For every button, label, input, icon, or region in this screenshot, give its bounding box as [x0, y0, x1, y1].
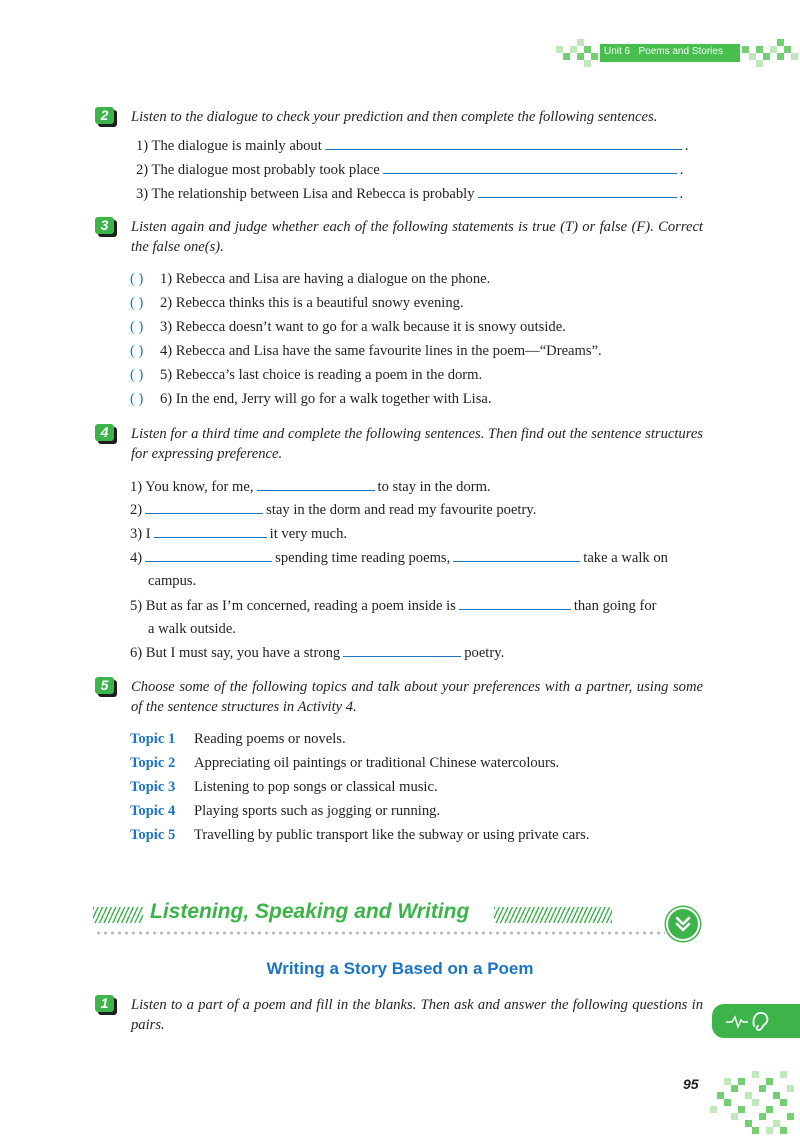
activity-3-item-4: ( ) 4) Rebecca and Lisa have the same favourite lines in the poem—“Dreams”. — [130, 343, 602, 359]
answer-blank[interactable] — [343, 643, 461, 657]
ear-listening-icon — [712, 1004, 800, 1038]
topic-1: Topic 1 Reading poems or novels. — [130, 731, 346, 747]
chevron-down-icon[interactable] — [668, 909, 698, 939]
activity-3-item-6: ( ) 6) In the end, Jerry will go for a walk together with Lisa. — [130, 391, 492, 407]
answer-blank[interactable] — [453, 548, 580, 562]
activity-4-number: 4 — [95, 424, 117, 444]
activity-2-item-3: 3) The relationship between Lisa and Rebecca is probably . — [136, 186, 684, 202]
answer-parenthesis[interactable]: ( ) — [130, 391, 144, 407]
section-title: Listening, Speaking and Writing — [150, 900, 470, 923]
section-dotted-rule — [95, 931, 665, 935]
activity-2-instruction: Listen to the dialogue to check your prediction and then complete the following sentences. — [131, 109, 658, 125]
activity-3-instruction: Listen again and judge whether each of the following statements is true (T) or false (F). Correct the false one(s). — [131, 219, 703, 255]
activity-4-item-4: 4) spending time reading poems, take a walk on — [130, 550, 668, 566]
activity-5-instruction: Choose some of the following topics and talk about your preferences with a partner, using some of the sentence structures in Activity 4. — [131, 679, 703, 715]
activity-2-number: 2 — [95, 107, 117, 127]
activity-4-instruction: Listen for a third time and complete the following sentences. Then find out the sentence structures for expressing preference. — [131, 426, 703, 462]
header-unit-title — [604, 46, 723, 57]
answer-blank[interactable] — [145, 500, 263, 514]
answer-parenthesis[interactable]: ( ) — [130, 367, 144, 383]
activity-4-item-5-cont: a walk outside. — [148, 621, 236, 637]
answer-parenthesis[interactable]: ( ) — [130, 343, 144, 359]
activity-3-item-1: ( ) 1) Rebecca and Lisa are having a dialogue on the phone. — [130, 271, 491, 287]
answer-parenthesis[interactable]: ( ) — [130, 319, 144, 335]
header-title: Poems and Stories — [638, 46, 723, 57]
activity-3-number: 3 — [95, 217, 117, 237]
activity-4-item-6: 6) But I must say, you have a strong poetry. — [130, 645, 505, 661]
activity-3-item-5: ( ) 5) Rebecca’s last choice is reading a poem in the dorm. — [130, 367, 483, 383]
writing-activity-1-number: 1 — [95, 995, 117, 1015]
activity-4-item-3: 3) I it very much. — [130, 526, 348, 542]
answer-blank[interactable] — [154, 524, 267, 538]
activity-3-item-3: ( ) 3) Rebecca doesn’t want to go for a walk because it is snowy outside. — [130, 319, 566, 335]
topic-3: Topic 3 Listening to pop songs or classical music. — [130, 779, 438, 795]
answer-blank[interactable] — [257, 477, 375, 491]
section-hatch-right — [494, 907, 612, 923]
answer-parenthesis[interactable]: ( ) — [130, 295, 144, 311]
page-number: 95 — [683, 1076, 699, 1092]
activity-4-item-4-cont: campus. — [148, 573, 197, 589]
activity-4-item-1: 1) You know, for me, to stay in the dorm. — [130, 479, 491, 495]
topic-4: Topic 4 Playing sports such as jogging or running. — [130, 803, 441, 819]
activity-4-item-2: 2) stay in the dorm and read my favourite poetry. — [130, 502, 537, 518]
answer-parenthesis[interactable]: ( ) — [130, 271, 144, 287]
answer-blank[interactable] — [459, 596, 571, 610]
answer-blank[interactable] — [145, 548, 272, 562]
header-unit: Unit 6 — [604, 46, 631, 57]
activity-3-item-2: ( ) 2) Rebecca thinks this is a beautiful snowy evening. — [130, 295, 464, 311]
activity-5-number: 5 — [95, 677, 117, 697]
topic-2: Topic 2 Appreciating oil paintings or traditional Chinese watercolours. — [130, 755, 560, 771]
activity-2-item-2: 2) The dialogue most probably took place . — [136, 162, 684, 178]
topic-5: Topic 5 Travelling by public transport like the subway or using private cars. — [130, 827, 590, 843]
activity-4-item-5: 5) But as far as I’m concerned, reading a poem inside is than going for — [130, 598, 657, 614]
activity-2-item-1: 1) The dialogue is mainly about . — [136, 138, 689, 154]
section-subtitle: Writing a Story Based on a Poem — [266, 959, 534, 978]
writing-activity-1-instruction: Listen to a part of a poem and fill in the blanks. Then ask and answer the following questions in pairs. — [131, 997, 703, 1033]
listening-tab[interactable] — [712, 1004, 800, 1038]
section-hatch-left — [93, 907, 143, 923]
